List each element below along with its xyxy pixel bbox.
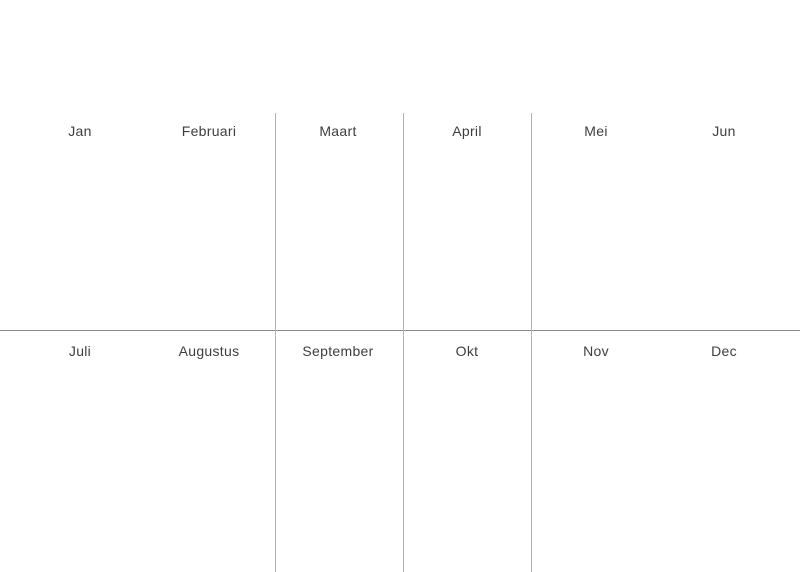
month-label-februari: Februari [181, 123, 237, 139]
month-label-dec: Dec [711, 343, 737, 359]
month-label-maart: Maart [319, 123, 357, 139]
month-label-jan: Jan [68, 123, 92, 139]
month-label-mei: Mei [584, 123, 608, 139]
month-label-okt: Okt [455, 343, 479, 359]
month-label-juli: Juli [68, 343, 92, 359]
month-label-jun: Jun [712, 123, 736, 139]
month-label-september: September [302, 343, 374, 359]
horizontal-divider [0, 330, 800, 331]
month-label-nov: Nov [583, 343, 609, 359]
month-label-augustus: Augustus [178, 343, 240, 359]
month-label-april: April [452, 123, 482, 139]
